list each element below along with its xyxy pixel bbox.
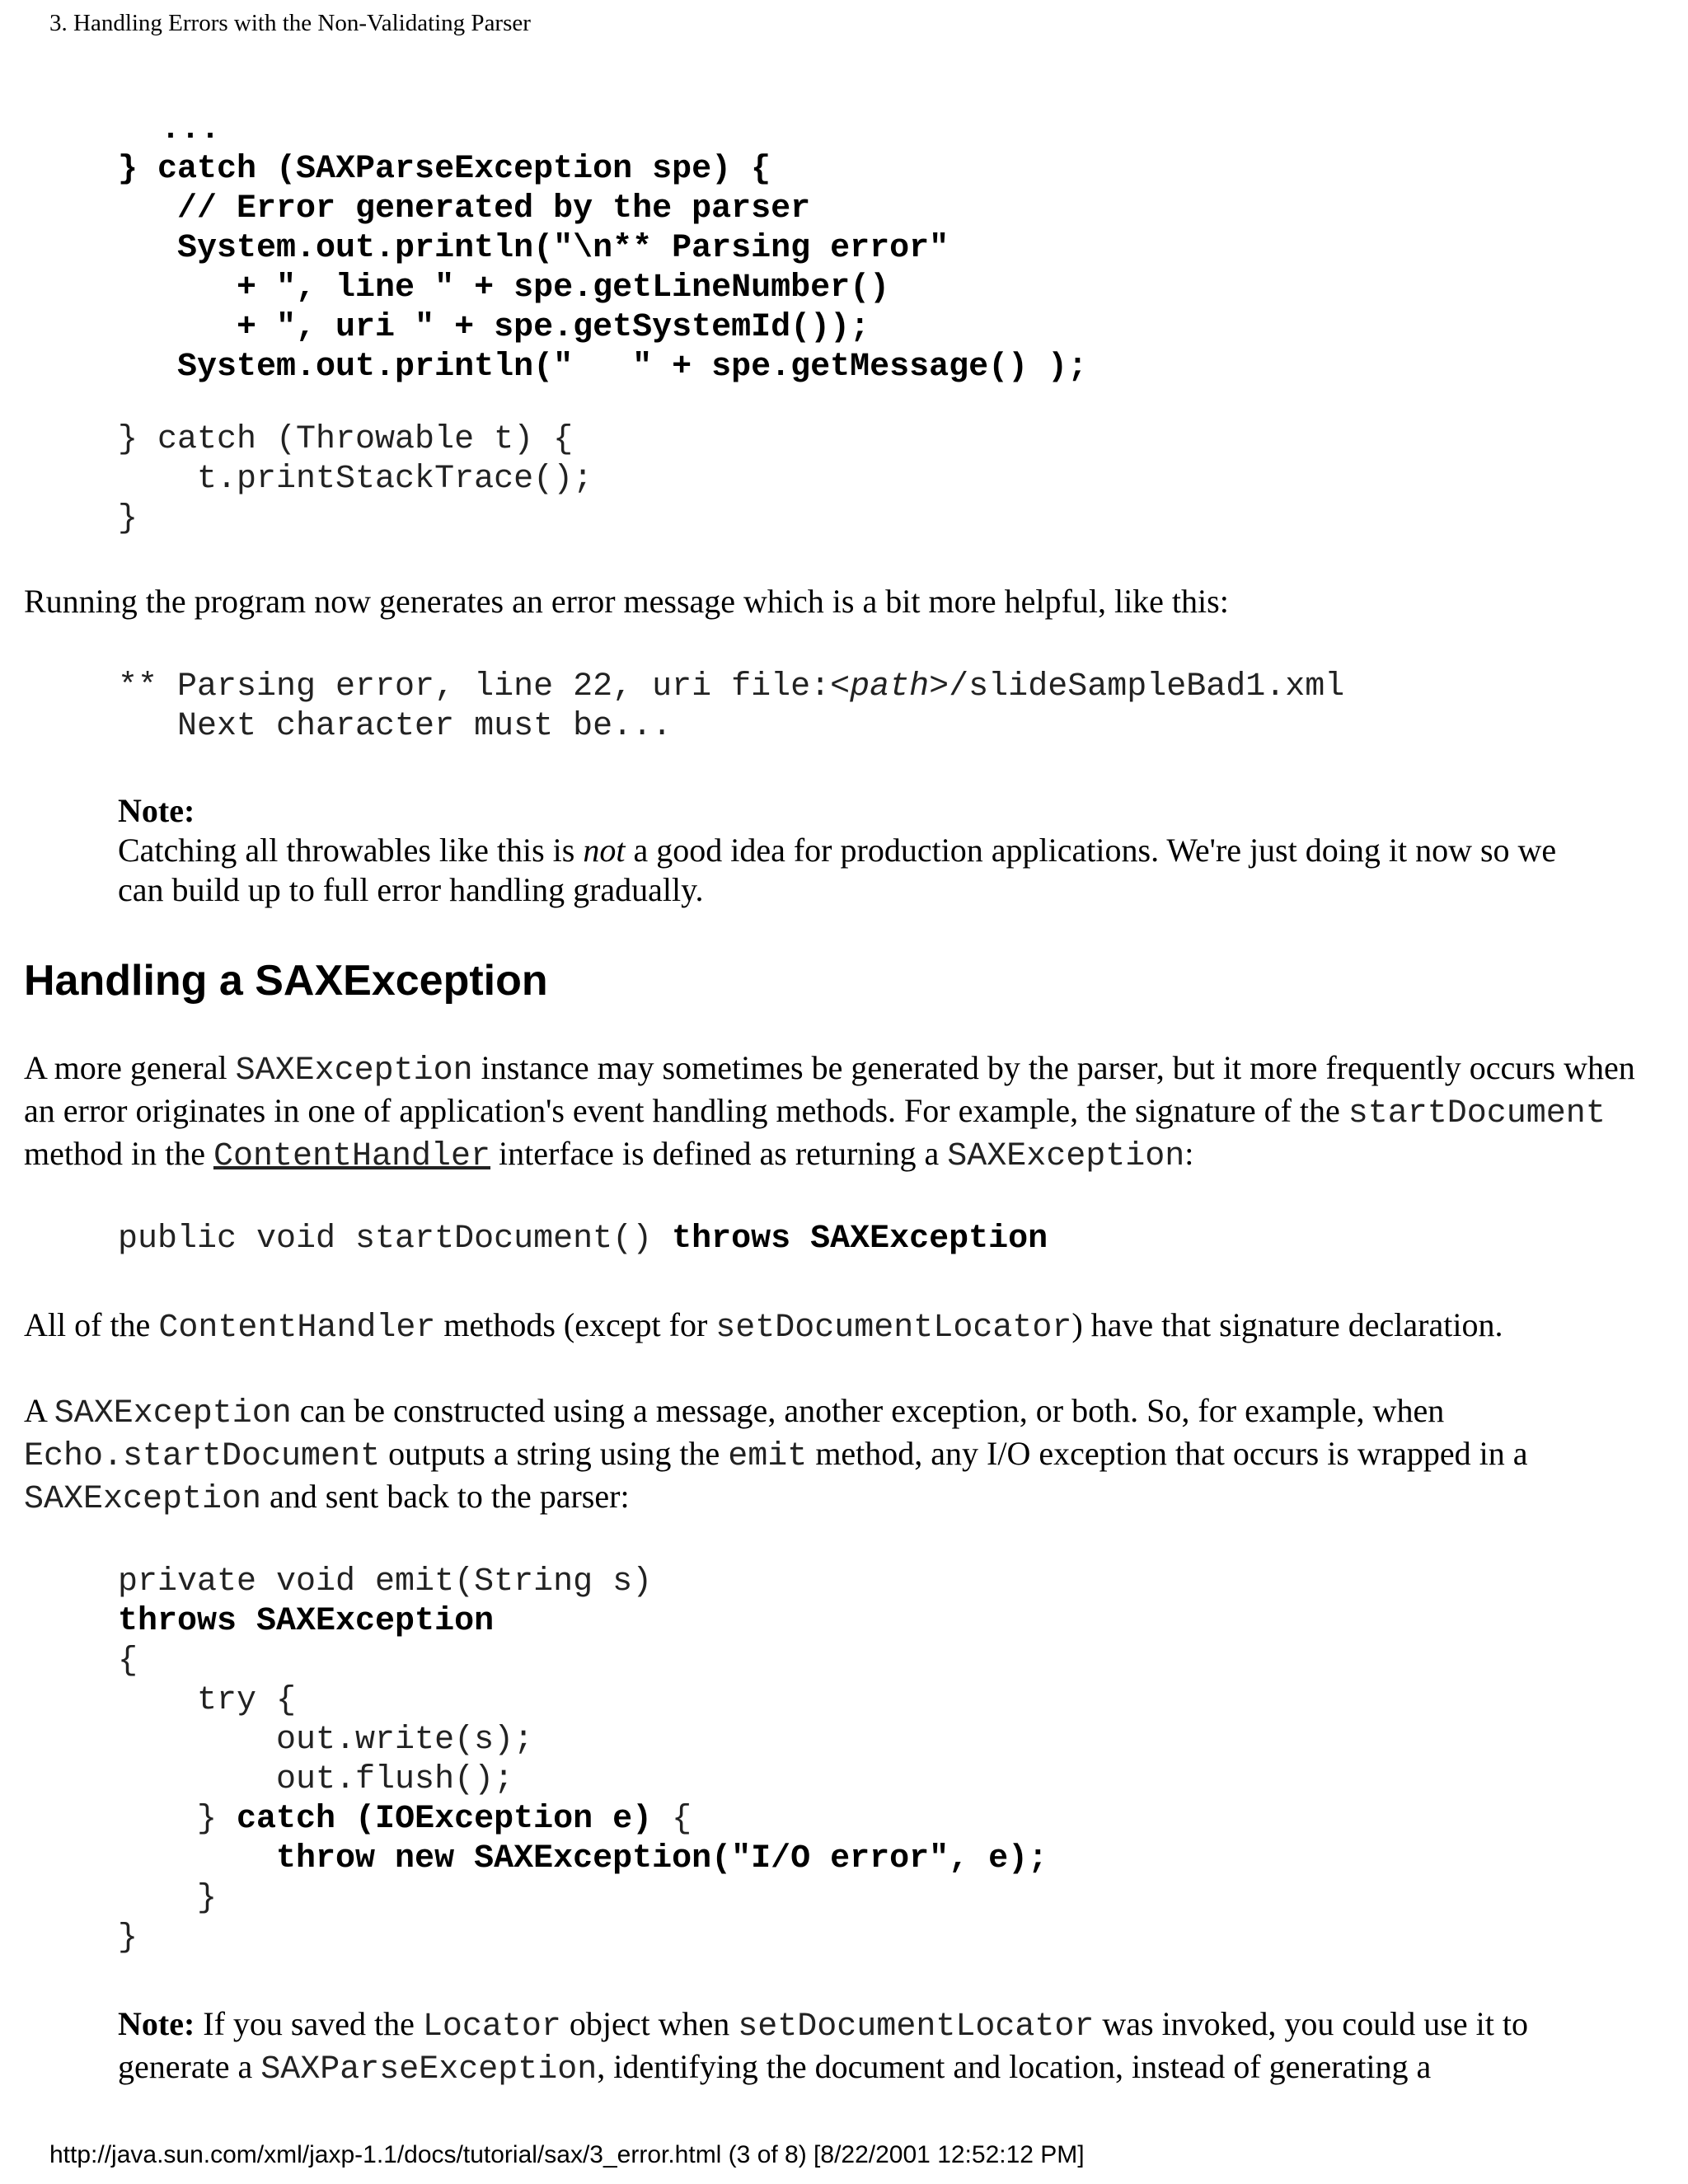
- code-line: catch (IOException e): [237, 1801, 653, 1838]
- code-line: }: [118, 1880, 218, 1917]
- output-line: Next character must be...: [118, 708, 673, 745]
- text: All of the: [24, 1306, 159, 1343]
- text: instance may sometimes be generated by the parser, but it more frequently occurs when an error originates in one of application's event handling methods. For example, the signature of the: [24, 1049, 1635, 1129]
- page-footer-url: http://java.sun.com/xml/jaxp-1.1/docs/tutorial/sax/3_error.html (3 of 8) [8/22/2001 12:52:12 PM]: [49, 2141, 1085, 2168]
- inline-code: setDocumentLocator: [715, 1310, 1072, 1347]
- text: :: [1184, 1135, 1194, 1172]
- text: methods (except for: [435, 1306, 716, 1343]
- text: object when: [560, 2005, 738, 2042]
- code-line: + ", line " + spe.getLineNumber(): [118, 269, 890, 307]
- code-line: + ", uri " + spe.getSystemId());: [118, 309, 870, 346]
- output-line: ** Parsing error, line 22, uri file:: [118, 668, 831, 705]
- code-line: out.flush();: [118, 1761, 514, 1798]
- page-header: 3. Handling Errors with the Non-Validating Parser: [49, 10, 531, 36]
- text: method in the: [24, 1135, 213, 1172]
- note-locator: [118, 2004, 1568, 2090]
- output-block: [118, 668, 1344, 747]
- code-block-signature: [118, 1220, 1048, 1259]
- code-line: // Error generated by the parser: [118, 190, 811, 227]
- note-emphasis: not: [583, 832, 626, 869]
- text: A: [24, 1392, 54, 1429]
- code-line: try {: [118, 1682, 297, 1719]
- inline-code: setDocumentLocator: [738, 2008, 1095, 2046]
- note-text: Catching all throwables like this is: [118, 832, 584, 869]
- code-line: throws SAXException: [118, 1603, 495, 1640]
- code-block-emit: [118, 1563, 1048, 1958]
- text: , identifying the document and location, instead of generating a: [597, 2048, 1432, 2085]
- code-line: System.out.println(" " + spe.getMessage() );: [118, 349, 1088, 386]
- inline-code: emit: [728, 1438, 808, 1475]
- inline-code: SAXException: [947, 1138, 1185, 1175]
- text: can be constructed using a message, another exception, or both. So, for example, when: [291, 1392, 1445, 1429]
- paragraph-running: Running the program now generates an error message which is a bit more helpful, like this:: [24, 583, 1229, 620]
- code-line: private void emit(String s): [118, 1563, 653, 1601]
- code-line: throws SAXException: [672, 1221, 1048, 1258]
- text: If you saved the: [195, 2005, 423, 2042]
- paragraph-saxexception: [24, 1048, 1664, 1177]
- text: A more general: [24, 1049, 236, 1086]
- code-line: {: [118, 1643, 138, 1680]
- code-line: }: [118, 1919, 138, 1957]
- code-line: }: [118, 500, 138, 537]
- note-text: a good idea for production applications. We're just doing it now so we can build up to full error handling gradually.: [118, 832, 1557, 908]
- note-throwables: [118, 791, 1568, 910]
- code-line: {: [652, 1801, 692, 1838]
- inline-code: Echo.startDocument: [24, 1438, 381, 1475]
- text: and sent back to the parser:: [261, 1478, 630, 1515]
- code-line: out.write(s);: [118, 1722, 534, 1759]
- note-label: Note:: [118, 2005, 195, 2042]
- inline-code: SAXParseException: [260, 2051, 598, 2088]
- code-line: System.out.println("\n** Parsing error": [118, 230, 950, 267]
- inline-code: ContentHandler: [158, 1310, 436, 1347]
- text: outputs a string using the: [380, 1435, 729, 1472]
- text: was invoked, you could use it to generate a: [118, 2005, 1528, 2085]
- output-path: <path>: [830, 668, 950, 705]
- code-block-catch: [118, 110, 1087, 539]
- code-line: ...: [161, 111, 221, 148]
- code-line: t.printStackTrace();: [118, 461, 593, 498]
- contenthandler-link[interactable]: ContentHandler: [213, 1138, 491, 1175]
- text: interface is defined as returning a: [490, 1135, 948, 1172]
- code-line: public void startDocument(): [118, 1221, 673, 1258]
- text: ) have that signature declaration.: [1071, 1306, 1503, 1343]
- code-line: } catch (SAXParseException spe) {: [118, 151, 771, 188]
- inline-code: SAXException: [24, 1481, 262, 1518]
- inline-code: Locator: [422, 2008, 561, 2046]
- inline-code: SAXException: [235, 1052, 473, 1090]
- inline-code: startDocument: [1348, 1095, 1606, 1132]
- output-line: /slideSampleBad1.xml: [949, 668, 1345, 705]
- code-line: throw new SAXException("I/O error", e);: [118, 1840, 1048, 1877]
- code-line: } catch (Throwable t) {: [118, 421, 574, 458]
- paragraph-contenthandler: [24, 1305, 1664, 1348]
- text: method, any I/O exception that occurs is wrapped in a: [807, 1435, 1528, 1472]
- code-line: }: [118, 1801, 237, 1838]
- note-label: Note:: [118, 792, 195, 829]
- inline-code: SAXException: [54, 1395, 292, 1432]
- paragraph-constructed: [24, 1391, 1664, 1520]
- section-heading: Handling a SAXException: [24, 957, 548, 1005]
